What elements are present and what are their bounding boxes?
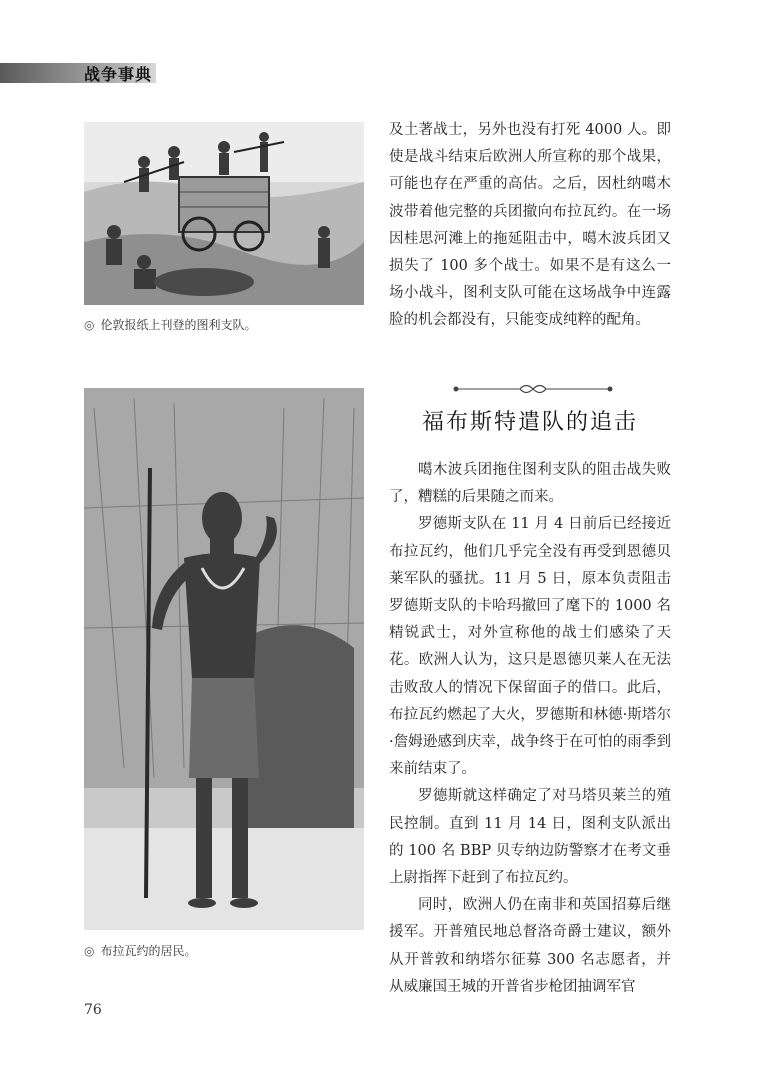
paragraph: 同时，欧洲人仍在南非和英国招募后继援军。开普殖民地总督洛奇爵士建议，额外从开普敦和纳塔尔征募 300 名志愿者，并从威廉国王城的开普省步枪团抽调军官 (389, 897, 671, 995)
caption-text: 布拉瓦约的居民。 (100, 944, 197, 958)
ornament-divider-icon (448, 381, 618, 397)
book-title: 战争事典 (84, 65, 153, 84)
caption-text: 伦敦报纸上刊登的图利支队。 (100, 318, 257, 332)
section-title: 福布斯特遣队的追击 (421, 410, 638, 435)
paragraph: 罗德斯就这样确定了对马塔贝莱兰的殖民控制。直到 11 月 14 日，图利支队派出的 100 名 BBP 贝专纳边防警察才在考文垂上尉指挥下赶到了布拉瓦约。 (389, 788, 671, 887)
paragraph: 噶木波兵团拖住图利支队的阻击战失败了，糟糕的后果随之而来。 (389, 462, 671, 506)
portrait-photo-image (84, 388, 364, 930)
section-body (389, 457, 671, 1001)
figure-caption (84, 942, 197, 959)
top-text-column (389, 117, 671, 335)
battle-engraving-image (84, 122, 364, 305)
page-number: 76 (84, 1002, 102, 1018)
figure-caption (84, 316, 257, 333)
paragraph: 罗德斯支队在 11 月 4 日前后已经接近布拉瓦约，他们几乎完全没有再受到恩德贝莱军队的骚扰。11 月 5 日，原本负责阻击罗德斯支队的卡哈玛撤回了麾下的 1000 名精锐武士，对外宣称他的战士们感染了天花。欧洲人认为，这只是恩德贝莱人在无法击败敌人的情况下保留面子的借口。此后，布拉瓦约燃起了大火，罗德斯和林德·斯塔尔·詹姆逊感到庆幸，战争终于在可怕的雨季到来前结束了。 (389, 516, 671, 778)
caption-marker-icon: ◎ (84, 944, 95, 958)
paragraph: 及土著战士，另外也没有打死 4000 人。即使是战斗结束后欧洲人所宣称的那个战果，可能也存在严重的高估。之后，因杜纳噶木波带着他完整的兵团撤向布拉瓦约。在一场因桂思河滩上的拖延阻击中，噶木波兵团又损失了 100 多个战士。如果不是有这么一场小战斗，图利支队可能在这场战争中连露脸的机会都没有，只能变成纯粹的配角。 (389, 122, 671, 329)
caption-marker-icon: ◎ (84, 318, 95, 332)
